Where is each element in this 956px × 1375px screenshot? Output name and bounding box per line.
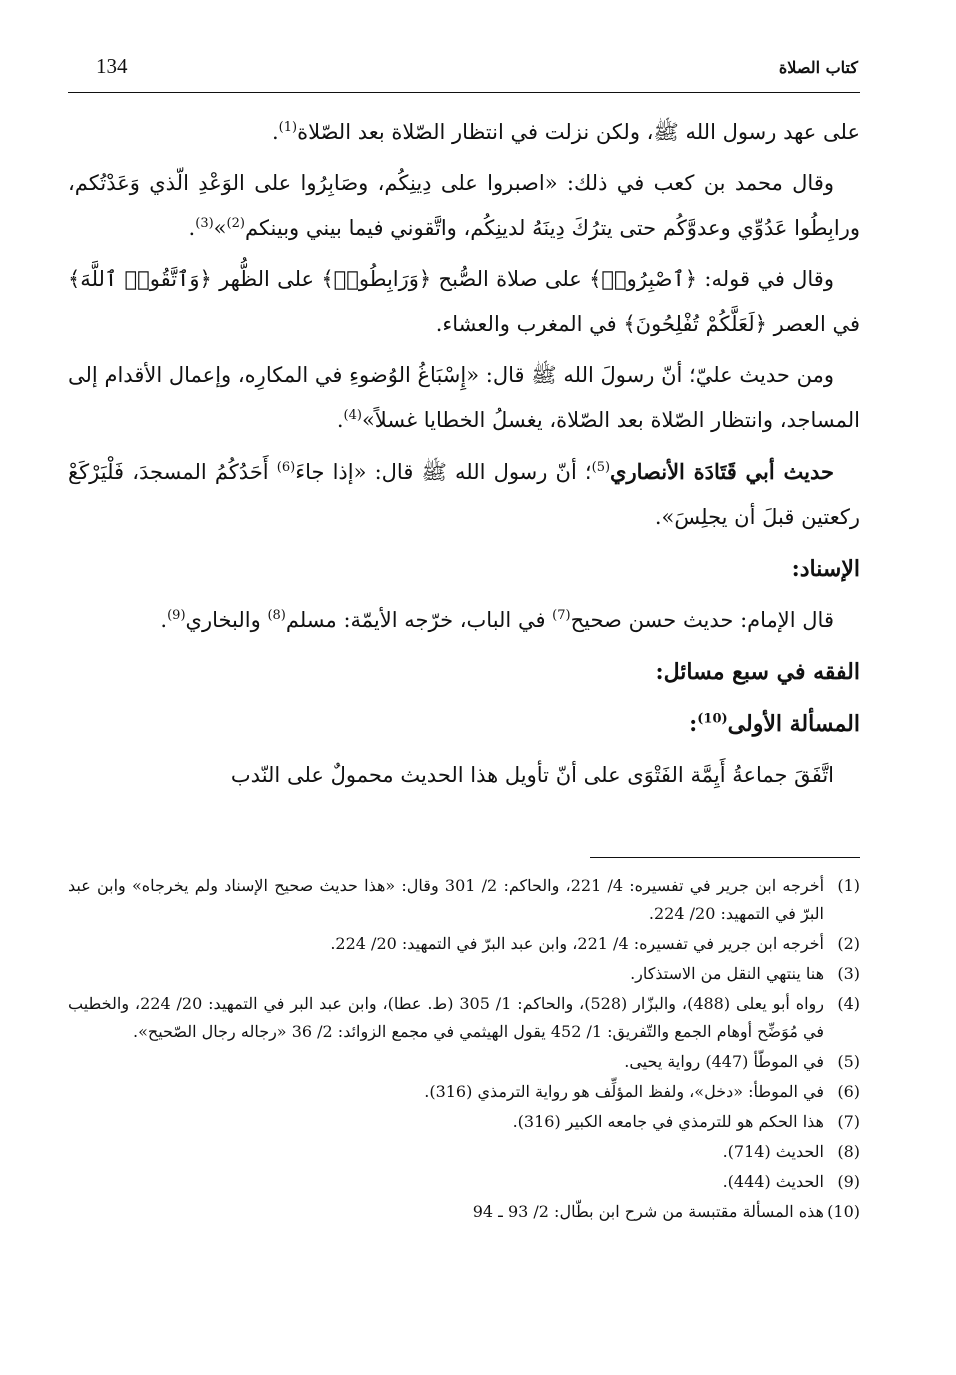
footnote-ref-2: (2): [226, 216, 245, 231]
footnote-text: هذا الحكم هو للترمذي في جامعه الكبير (316).: [512, 1112, 824, 1131]
footnote-ref-4: (4): [343, 408, 362, 423]
footnote-ref-1: (1): [278, 120, 298, 135]
footnote-number: (3): [837, 964, 860, 983]
footnote-number: (1): [837, 876, 860, 895]
footnote-ref-7: (7): [552, 608, 571, 623]
footnote-text: هذه المسألة مقتبسة من شرح ابن بطّال: 2/ 93 ـ 94: [472, 1202, 824, 1221]
footnote-text: في الموطأ: «دخل»، ولفظ المؤلِّف هو رواية الترمذي (316).: [424, 1082, 824, 1101]
footnote-ref-8: (8): [267, 608, 286, 623]
footnote-ref-3: (3): [195, 216, 214, 231]
paragraph-6: قال الإمام: حديث حسن صحيح$^{(7)}$ في الباب، خرّجه الأيمّة: مسلم$^{(8)}$ والبخاري$^{(9)}$.: [160, 608, 834, 632]
footnote-text: رواه أبو يعلى (488)، والبزّار (528)، والحاكم: 1/ 305 (ط. عطا)، وابن عبد البر في التمهيد: 20/ 224، والخطيب في مُوَضِّح أوهام الجمع والتّفريق: 1/ 452 يقول الهيثمي في مجمع الزوائد: 2/ 36 «رجاله رجال الصّحيح».: [68, 994, 825, 1041]
footnote-number: (9): [837, 1172, 860, 1191]
heading-fiqh: الفقه في سبع مسائل:: [655, 659, 860, 685]
footnote: [68, 1168, 860, 1196]
page-number: 134: [96, 54, 128, 78]
footnote-rule: [590, 857, 860, 858]
footnote-number: (7): [837, 1112, 860, 1131]
paragraph-4: ومن حديث عليّ؛ أنّ رسولَ الله ﷺ قال: «إِسْبَاغُ الوُضوءِ في المكارِه، وإعمال الأقدام إلى المساجد، وانتظار الصّلاة بعد الصّلاة، يغسلُ الخطايا غسلاً»$^{(4)}$.: [68, 363, 860, 432]
footnote: [68, 1108, 860, 1136]
heading-first-issue: المسألة الأولى$^{(10)}$:: [689, 711, 860, 737]
footnote-ref-6: (6): [276, 460, 296, 475]
footnote: [68, 1078, 860, 1106]
footnote: [68, 990, 860, 1046]
footnote-ref-10: (10): [697, 711, 728, 727]
footnote: [68, 930, 860, 958]
footnote: [68, 1048, 860, 1076]
footnote: [68, 960, 860, 988]
footnote-number: (10): [827, 1202, 860, 1221]
paragraph-3: وقال في قوله: ﴿ٱصْبِرُوا۟﴾ على صلاة الصُّبح ﴿وَرَابِطُوا۟﴾ على الظُّهر ﴿وَٱتَّقُوا۟ ٱللَّهَ﴾ في العصر ﴿لَعَلَّكُمْ تُفْلِحُونَ﴾ في المغرب والعشاء.: [68, 267, 860, 336]
footnote-number: (5): [837, 1052, 860, 1071]
paragraph-7: اتَّفَقَ جماعةُ أَيِمَّة الفَتْوَى على أنّ تأويل هذا الحديث محمولٌ على النّدب: [230, 763, 834, 787]
footnote: [68, 1198, 860, 1226]
footnote-text: هنا ينتهي النقل من الاستذكار.: [630, 964, 824, 983]
hadith-title: حديث أبي قَتَادَة الأنصاري: [610, 459, 834, 484]
footnote-number: (6): [837, 1082, 860, 1101]
paragraph-2: وقال محمد بن كعب في ذلك: «اصبروا على دِينِكُم، وصَابِرُوا على الوَعْدِ الّذي وَعَدْتُكم، ورابِطُوا عَدُوِّي وعدوَّكُم حتى يترُكَ دِينَهُ لدينِكُم، واتَّقوني فيما بيني وبينكم$^{(2)}$»$^{(3)}$.: [68, 171, 860, 240]
footnote-number: (8): [837, 1142, 860, 1161]
footnote-number: (4): [837, 994, 860, 1013]
footnote-ref-9: (9): [167, 608, 186, 623]
main-text: [68, 110, 860, 804]
footnote: [68, 872, 860, 928]
footnote: [68, 1138, 860, 1166]
footnote-text: الحديث (444).: [722, 1172, 824, 1191]
footnote-ref-5: (5): [591, 460, 611, 475]
footnote-text: الحديث (714).: [722, 1142, 824, 1161]
paragraph-1: على عهد رسول الله ﷺ، ولكن نزلت في انتظار الصّلاة بعد الصّلاة$^{(1)}$.: [271, 120, 860, 144]
heading-isnad: الإسناد:: [791, 556, 860, 582]
footnote-number: (2): [837, 934, 860, 953]
page-header: [68, 52, 860, 88]
footnote-text: أخرجه ابن جرير في تفسيره: 4/ 221، وابن عبد البرّ في التمهيد: 20/ 224.: [330, 934, 824, 953]
footnotes: [68, 872, 860, 1228]
paragraph-5: حديث أبي قَتَادَة الأنصاري$^{(5)}$؛ أنّ رسول الله ﷺ قال: «إذا جاءَ$^{(6)}$ أَحَدُكُمُ المسجدَ، فَلْيَرْكَعْ ركعتين قبلَ أن يجلِسَ».: [68, 459, 860, 529]
footnote-text: أخرجه ابن جرير في تفسيره: 4/ 221، والحاكم: 2/ 301 وقال: «هذا حديث صحيح الإسناد ولم يخرجاه» وابن عبد البرّ في التمهيد: 20/ 224.: [68, 876, 825, 923]
header-rule: [68, 92, 860, 93]
footnote-text: في الموطّأ (447) رواية يحيى.: [624, 1052, 824, 1071]
running-title: كتاب الصلاة: [778, 58, 858, 77]
